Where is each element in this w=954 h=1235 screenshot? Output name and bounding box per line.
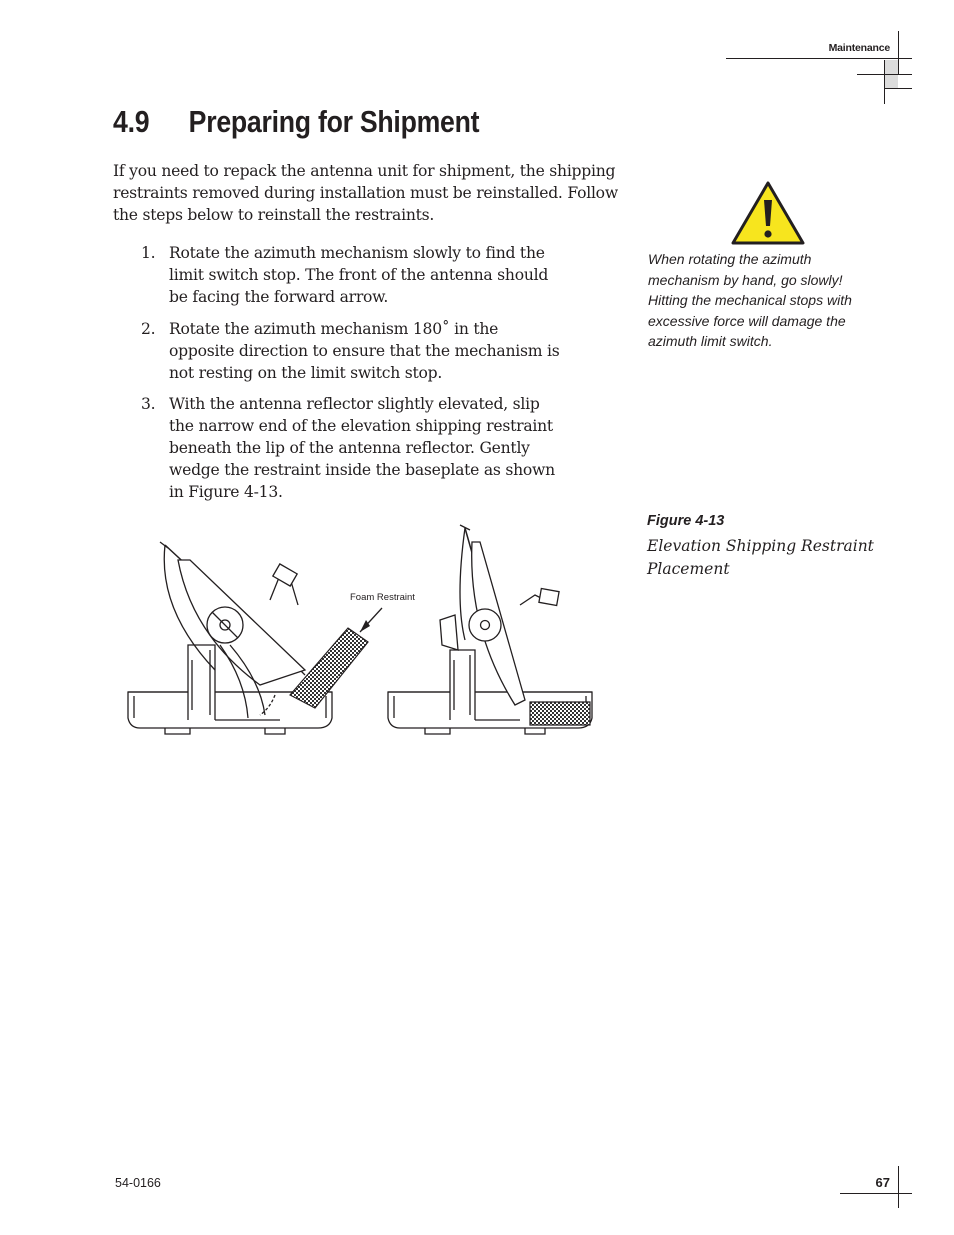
- footer-doc-number: 54-0166: [115, 1176, 161, 1190]
- step-number: 2.: [141, 320, 156, 338]
- foam-restraint-callout: Foam Restraint: [350, 592, 415, 603]
- intro-line: the steps below to reinstall the restraints.: [113, 206, 435, 224]
- step-line: Rotate the azimuth mechanism 180˚ in the: [169, 320, 499, 338]
- step-1: [141, 242, 571, 308]
- step-line: the narrow end of the elevation shipping restraint: [169, 417, 553, 435]
- header-rule: [726, 58, 912, 59]
- step-number: 3.: [141, 395, 156, 413]
- crop-mark-vertical: [898, 31, 899, 75]
- step-2: [141, 318, 571, 384]
- antenna-left-drawing: [128, 542, 332, 734]
- step-line: Rotate the azimuth mechanism slowly to find the: [169, 244, 545, 262]
- crop-mark-h2: [885, 88, 912, 89]
- caption-line: Placement: [647, 560, 730, 578]
- warning-line: Hitting the mechanical stops with: [648, 292, 852, 309]
- page-title: [113, 104, 479, 140]
- warning-line: excessive force will damage the: [648, 312, 846, 329]
- footer-rule: [840, 1193, 912, 1194]
- crop-mark-v2: [884, 60, 885, 104]
- warning-line: mechanism by hand, go slowly!: [648, 271, 843, 288]
- intro-line: restraints removed during installation must be reinstalled. Follow: [113, 184, 618, 202]
- step-line: With the antenna reflector slightly elevated, slip: [169, 395, 540, 413]
- warning-note: [648, 249, 898, 352]
- figure-caption: [647, 535, 877, 581]
- figure-label: Figure 4-13: [647, 513, 725, 529]
- step-line: not resting on the limit switch stop.: [169, 364, 443, 382]
- step-line: wedge the restraint inside the baseplate as shown: [169, 461, 555, 479]
- step-line: limit switch stop. The front of the antenna should: [169, 266, 549, 284]
- step-number: 1.: [141, 244, 156, 262]
- elevation-restraint-figure: [120, 520, 600, 740]
- step-3: [141, 393, 571, 503]
- intro-paragraph: [113, 160, 633, 226]
- footer-crop-vertical: [898, 1166, 899, 1208]
- section-number: 4.9: [113, 104, 150, 139]
- step-line: in Figure 4-13.: [169, 483, 283, 501]
- caption-line: Elevation Shipping Restraint: [647, 537, 874, 555]
- foam-restraint-right: [530, 702, 590, 725]
- section-title: Preparing for Shipment: [188, 104, 480, 139]
- step-line: be facing the forward arrow.: [169, 288, 389, 306]
- footer-page-number: 67: [875, 1175, 890, 1190]
- step-line: opposite direction to ensure that the mechanism is: [169, 342, 560, 360]
- warning-triangle-icon: [730, 180, 806, 246]
- header-section-label: Maintenance: [828, 42, 890, 54]
- warning-line: When rotating the azimuth: [648, 251, 812, 267]
- warning-line: azimuth limit switch.: [648, 333, 773, 350]
- step-line: beneath the lip of the antenna reflector. Gently: [169, 439, 530, 457]
- intro-line: If you need to repack the antenna unit for shipment, the shipping: [113, 162, 616, 180]
